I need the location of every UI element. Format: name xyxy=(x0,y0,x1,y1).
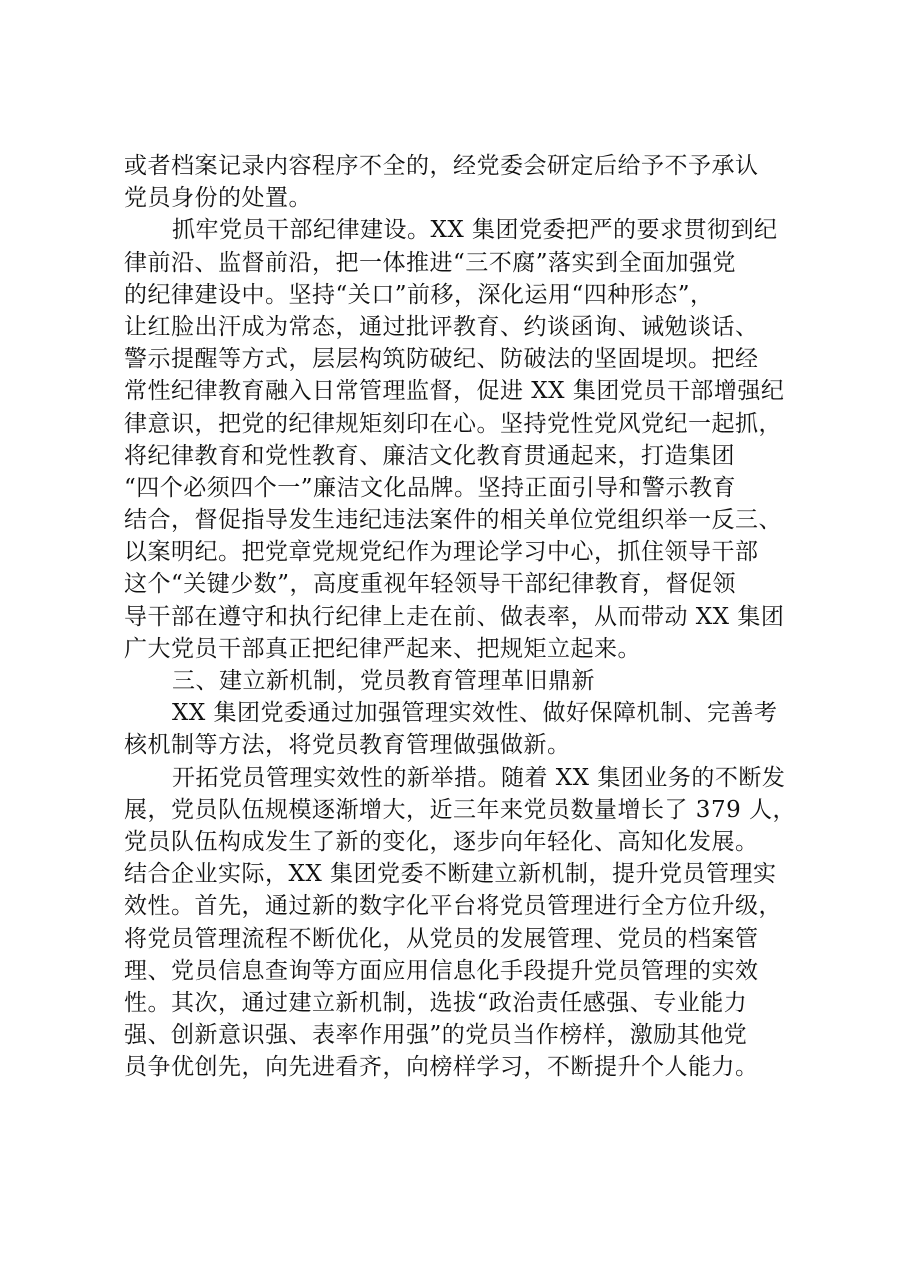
text-line: 开拓党员管理实效性的新举措。随着 XX 集团业务的不断发 xyxy=(172,764,786,791)
document-body xyxy=(124,150,804,1083)
text-line: “四个必须四个一”廉洁文化品牌。坚持正面引导和警示教育 xyxy=(124,474,737,501)
text-line: 理、党员信息查询等方面应用信息化手段提升党员管理的实效 xyxy=(124,957,759,984)
text-line: 党员身份的处置。 xyxy=(124,185,312,212)
text-line: 让红脸出汗成为常态，通过批评教育、约谈函询、诫勉谈话、 xyxy=(124,313,759,340)
text-line: 以案明纪。把党章党规党纪作为理论学习中心，抓住领导干部 xyxy=(124,539,759,566)
text-line: 结合，督促指导发生违纪违法案件的相关单位党组织举一反三、 xyxy=(124,507,782,534)
text-line: 抓牢党员干部纪律建设。XX 集团党委把严的要求贯彻到纪 xyxy=(172,217,778,244)
text-line: 常性纪律教育融入日常管理监督，促进 XX 集团党员干部增强纪 xyxy=(124,378,785,405)
text-line: 广大党员干部真正把纪律严起来、把规矩立起来。 xyxy=(124,635,641,662)
text-line: 性。其次，通过建立新机制，选拔“政治责任感强、专业能力 xyxy=(124,989,748,1016)
text-line: 警示提醒等方式，层层构筑防破纪、防破法的坚固堤坝。把经 xyxy=(124,346,759,373)
text-line: 展，党员队伍规模逐渐增大，近三年来党员数量增长了 379 人， xyxy=(124,796,797,823)
text-line: 将党员管理流程不断优化，从党员的发展管理、党员的档案管 xyxy=(124,925,759,952)
text-line: 导干部在遵守和执行纪律上走在前、做表率，从而带动 XX 集团 xyxy=(124,603,785,630)
text-line: 三、建立新机制，党员教育管理革旧鼎新 xyxy=(172,668,595,694)
text-line: 律前沿、监督前沿，把一体推进“三不腐”落实到全面加强党 xyxy=(124,249,737,276)
text-line: 员争优创先，向先进看齐，向榜样学习，不断提升个人能力。 xyxy=(124,1054,759,1081)
text-line: 律意识，把党的纪律规矩刻印在心。坚持党性党风党纪一起抓， xyxy=(124,410,782,437)
text-line: 或者档案记录内容程序不全的，经党委会研定后给予不予承认 xyxy=(124,153,759,179)
text-line: 的纪律建设中。坚持“关口”前移，深化运用“四种形态”， xyxy=(124,281,714,308)
text-line: 效性。首先，通过新的数字化平台将党员管理进行全方位升级， xyxy=(124,893,782,920)
text-line: 结合企业实际，XX 集团党委不断建立新机制，提升党员管理实 xyxy=(124,861,777,888)
text-line: 强、创新意识强、表率作用强”的党员当作榜样，激励其他党 xyxy=(124,1022,748,1049)
text-line: XX 集团党委通过加强管理实效性、做好保障机制、完善考 xyxy=(172,700,778,727)
text-line: 这个“关键少数”，高度重视年轻领导干部纪律教育，督促领 xyxy=(124,571,737,598)
text-line: 党员队伍构成发生了新的变化，逐步向年轻化、高知化发展。 xyxy=(124,828,759,855)
text-line: 核机制等方法，将党员教育管理做强做新。 xyxy=(124,732,571,759)
text-line: 将纪律教育和党性教育、廉洁文化教育贯通起来，打造集团 xyxy=(124,442,735,469)
